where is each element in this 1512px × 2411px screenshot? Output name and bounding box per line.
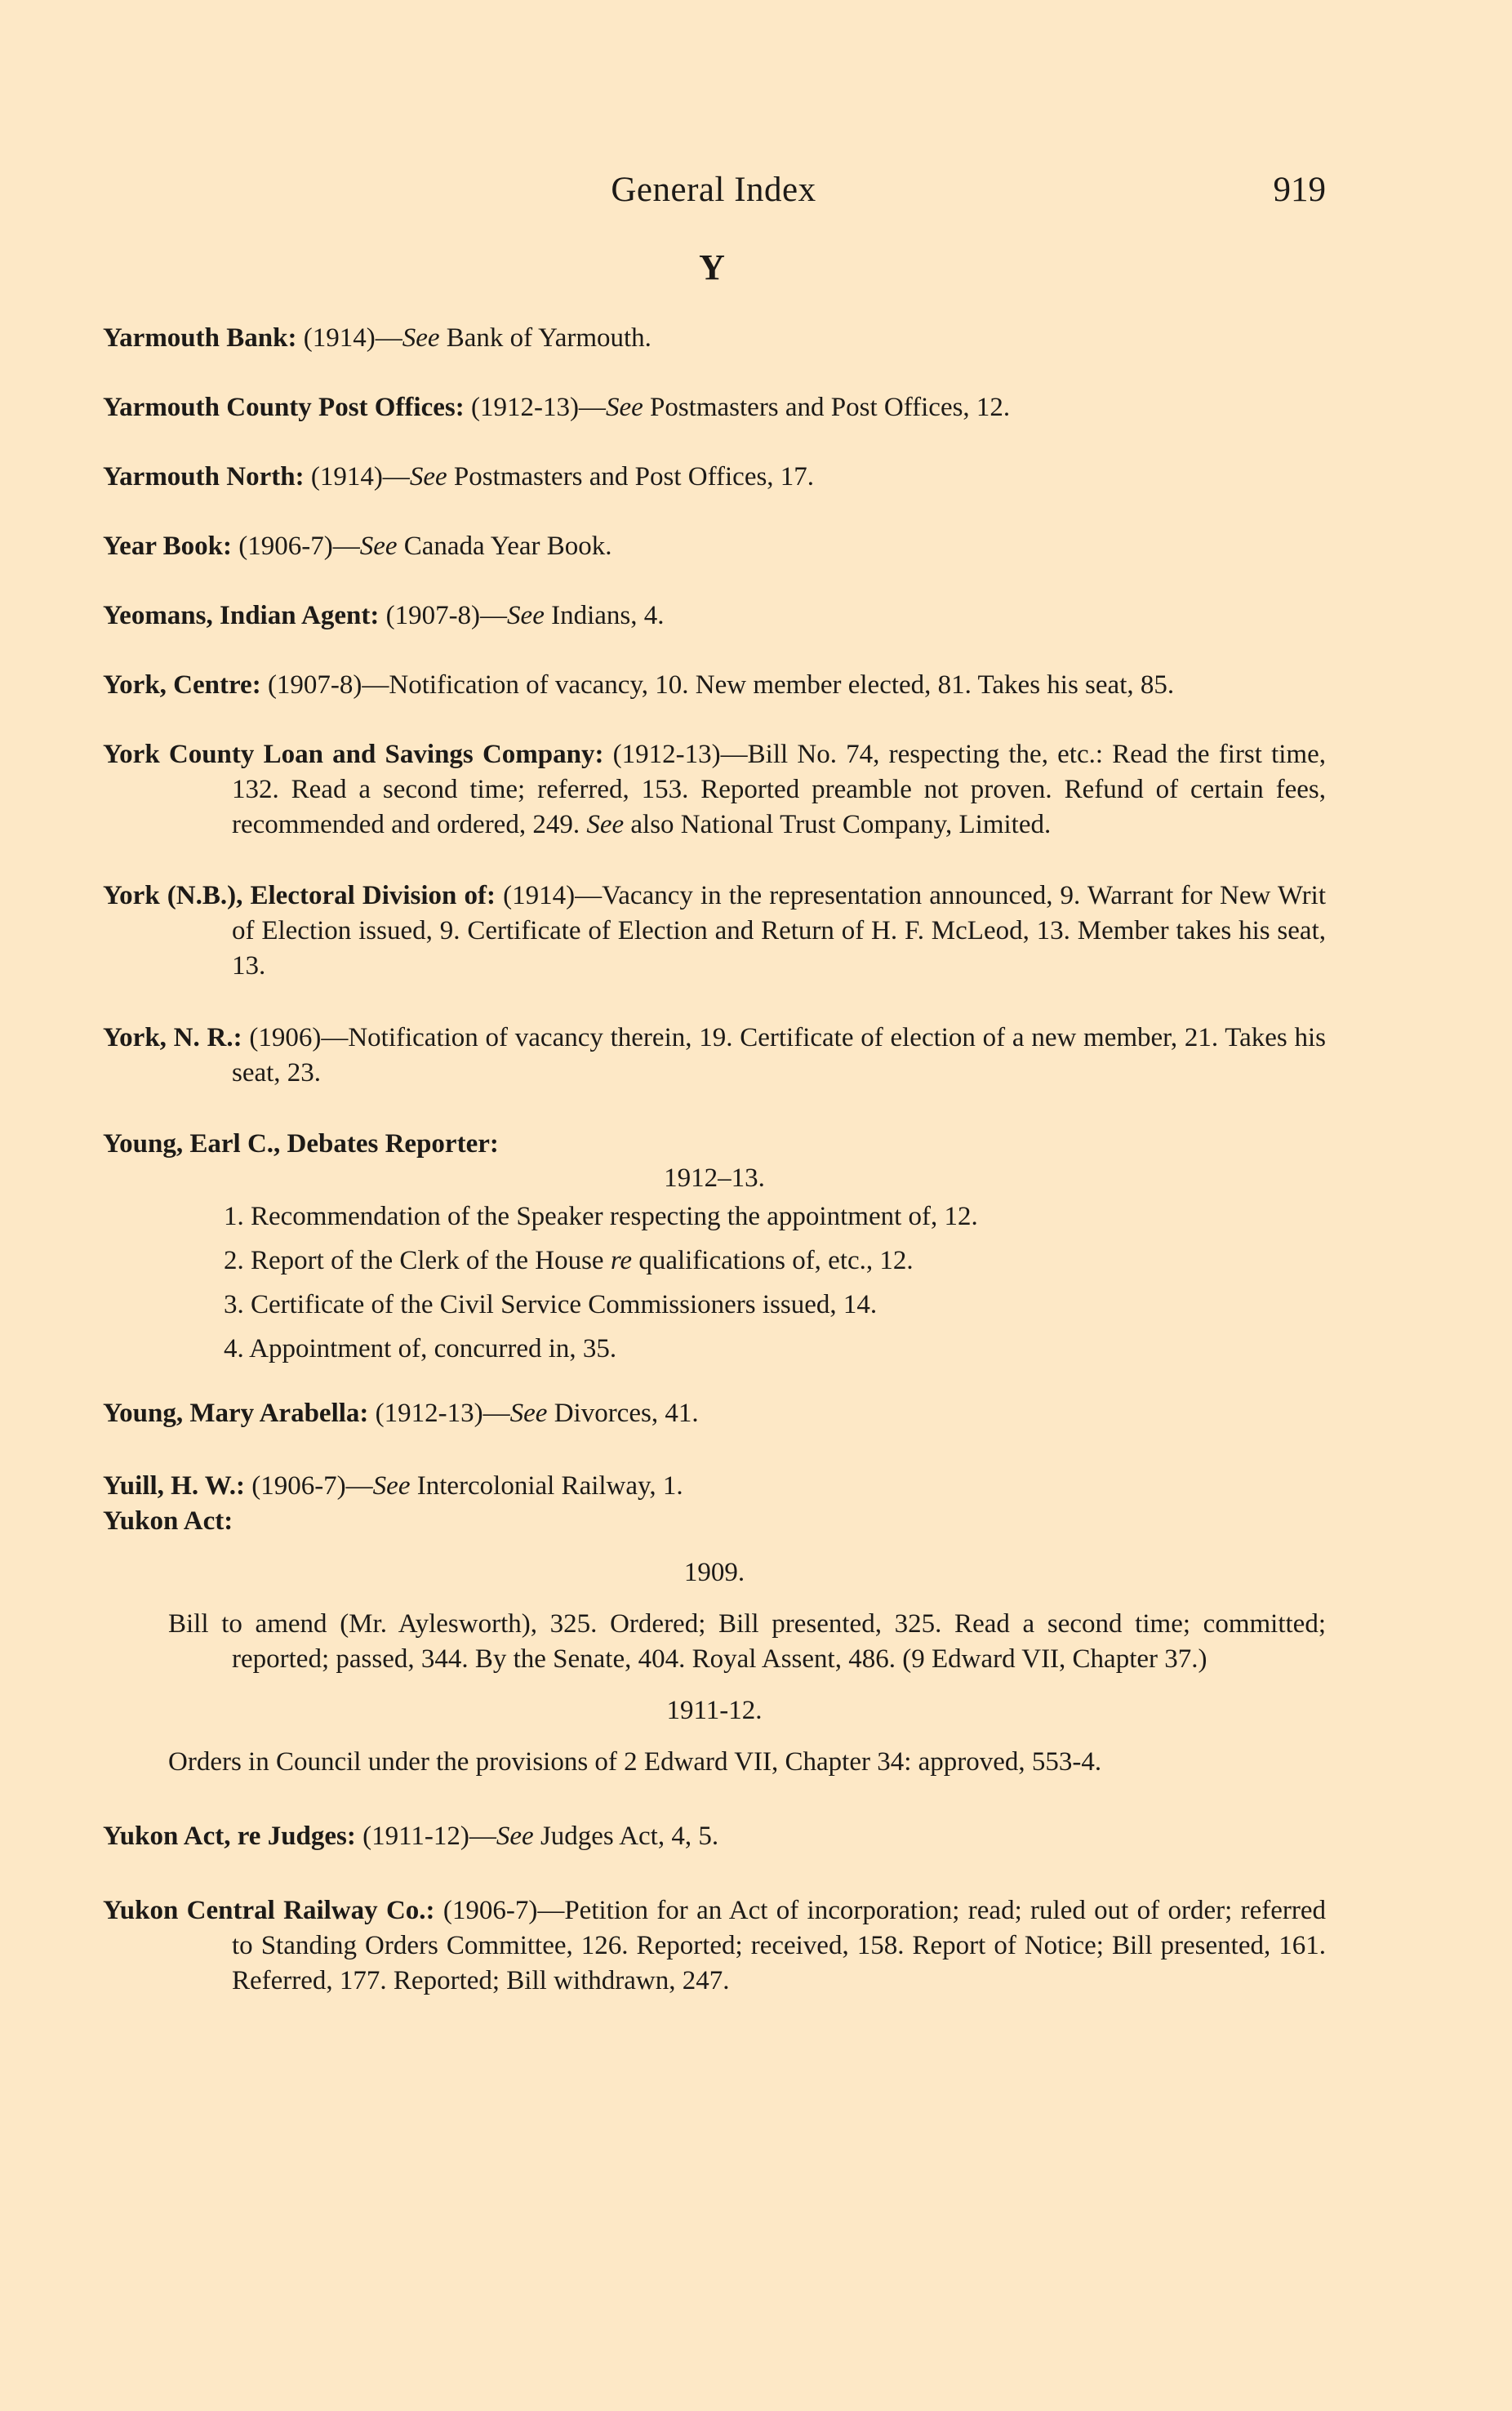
entry-heading: Year Book: [103,532,232,561]
numbered-list [103,1199,1326,1367]
index-entry: York County Loan and Savings Company: (1912-13)—Bill No. 74, respecting the, etc.: Read the first time, 132. Read a second time; referred, 153. Reported preamble not proven. Refund of certain fees, recommended and ordered, 249. See also National Trust Company, Limited. [103,740,1326,839]
entry-heading: Yeomans, Indian Agent: [103,601,380,630]
entry-heading: York County Loan and Savings Company: [103,740,604,769]
index-entry: Young, Mary Arabella: (1912-13)—See Divorces, 41. [103,1399,699,1428]
index-entry: York (N.B.), Electoral Division of: (1914)—Vacancy in the representation announced, 9. Warrant for New Writ of Election issued, 9. Certificate of Election and Return of H. F. McLeod, 13. Member takes his seat, 13. [103,881,1326,981]
entry-heading: Young, Mary Arabella: [103,1399,369,1428]
running-title: General Index [611,171,816,209]
entry-heading: Young, Earl C., Debates Reporter: [103,1129,499,1159]
index-entry: Yukon Act, re Judges: (1911-12)—See Judges Act, 4, 5. [103,1822,719,1851]
index-entries [103,321,1326,1999]
index-entry: Year Book: (1906-7)—See Canada Year Book. [103,532,612,561]
index-entry [103,1127,1326,1367]
index-entry: York, N. R.: (1906)—Notification of vacancy therein, 19. Certificate of election of a new member, 21. Takes his seat, 23. [103,1023,1327,1088]
entry-heading: Yarmouth Bank: [103,323,297,353]
index-entry: York, Centre: (1907-8)—Notification of vacancy, 10. New member elected, 81. Takes his seat, 85. [103,670,1175,700]
list-item: 2. Report of the Clerk of the House re qualifications of, etc., 12. [224,1246,914,1275]
entry-heading: York, Centre: [103,670,261,700]
index-entry: Yuill, H. W.: (1906-7)—See Intercolonial Railway, 1. [103,1471,683,1501]
list-item: 4. Appointment of, concurred in, 35. [224,1334,617,1363]
entry-heading: Yukon Act, re Judges: [103,1822,356,1851]
page-header [101,170,1326,219]
entry-heading: Yarmouth County Post Offices: [103,393,465,422]
index-entry: Yeomans, Indian Agent: (1907-8)—See Indians, 4. [103,601,665,630]
entry-paragraph: Orders in Council under the provisions of 2 Edward VII, Chapter 34: approved, 553-4. [168,1747,1102,1777]
index-entry: Yarmouth North: (1914)—See Postmasters and Post Offices, 17. [103,462,815,492]
index-entry: Yarmouth Bank: (1914)—See Bank of Yarmouth. [103,323,651,353]
entry-heading: Yukon Central Railway Co.: [103,1896,435,1925]
entry-heading: Yuill, H. W.: [103,1471,245,1501]
section-letter: Y [699,247,725,287]
page-number: 919 [1273,171,1326,209]
index-entry: Yarmouth County Post Offices: (1912-13)—See Postmasters and Post Offices, 12. [103,393,1011,422]
entry-paragraph: Bill to amend (Mr. Aylesworth), 325. Ordered; Bill presented, 325. Read a second time; committed; reported; passed, 344. By the Senate, 404. Royal Assent, 486. (9 Edward VII, Chapter 37.) [168,1609,1326,1674]
index-entry [103,1504,1326,1780]
index-entry: Yukon Central Railway Co.: (1906-7)—Petition for an Act of incorporation; read; ruled out of order; referred to Standing Orders Committee, 126. Reported; received, 158. Report of Notice; Bill presented, 161. Referred, 177. Reported; Bill withdrawn, 247. [103,1896,1326,1995]
entry-heading: Yarmouth North: [103,462,305,492]
list-item: 3. Certificate of the Civil Service Commissioners issued, 14. [224,1290,878,1319]
entry-heading: York, N. R.: [103,1023,242,1052]
entry-heading: York (N.B.), Electoral Division of: [103,881,496,910]
year-subheading: 1909. [683,1558,745,1587]
year-subheading: 1912–13. [664,1163,765,1193]
year-subheading: 1911-12. [666,1696,763,1725]
entry-heading: Yukon Act: [103,1506,233,1536]
list-item: 1. Recommendation of the Speaker respecting the appointment of, 12. [224,1202,978,1231]
